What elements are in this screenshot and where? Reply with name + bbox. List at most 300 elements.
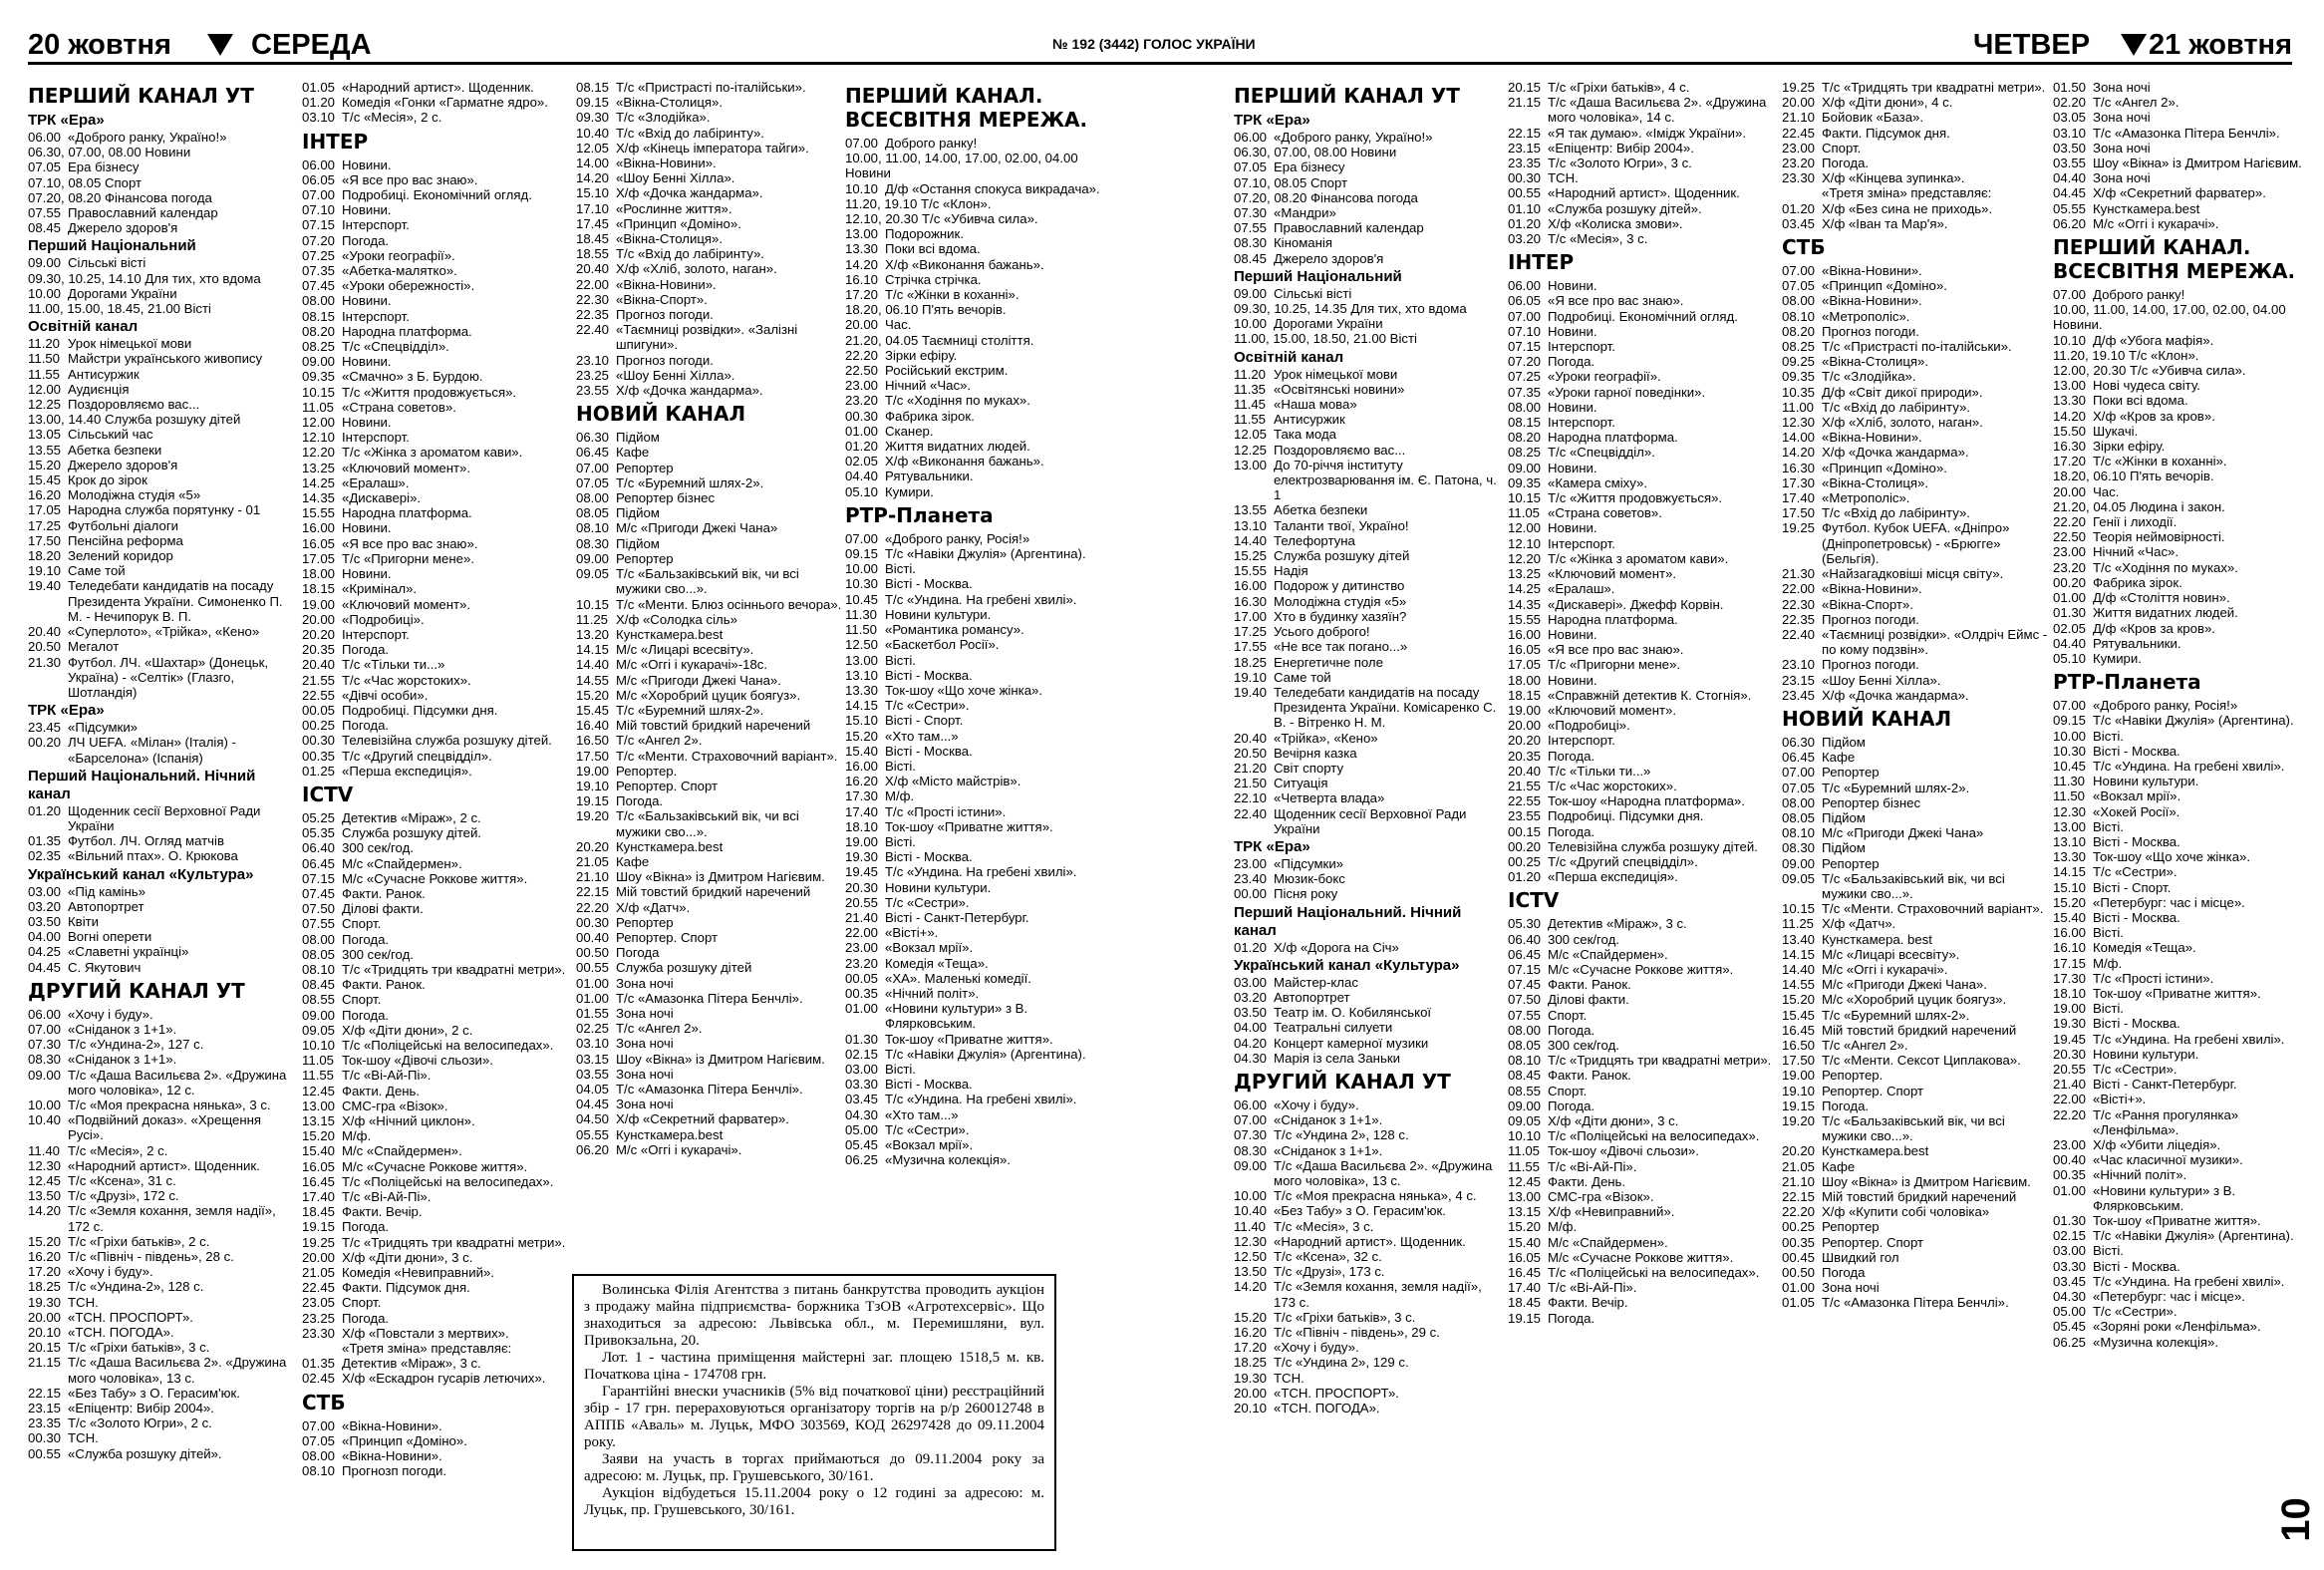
program-title: Таланти твої, Україно! xyxy=(1274,517,1409,533)
schedule-row xyxy=(302,187,569,202)
time-label: 17.20 xyxy=(2053,454,2087,470)
program-title: Вісті - Москва. xyxy=(885,743,973,759)
channel-heading: РТР-Планета xyxy=(2053,670,2201,695)
time-label: 06.30, 07.00, 08.00 Новини xyxy=(28,145,191,160)
schedule-row xyxy=(302,1463,569,1478)
program-title: «Освітянські новини» xyxy=(1274,381,1405,397)
channel-heading: ICTV xyxy=(302,782,354,806)
program-title: Вісті. xyxy=(2093,925,2124,941)
program-title: Т/с «Злодійка». xyxy=(1822,369,1916,385)
time-label: 11.50 xyxy=(28,351,61,367)
time-label: 12.25 xyxy=(1234,442,1268,458)
schedule-row xyxy=(1234,594,1501,609)
program-title: «Вікна-Столиця». xyxy=(1822,474,1929,490)
program-title: Служба розшуку дітей. xyxy=(342,825,481,841)
schedule-row xyxy=(1508,597,1775,612)
schedule-row xyxy=(302,233,569,248)
schedule-row xyxy=(576,216,843,231)
program-title: Т/с «Ві-Ай-Пі». xyxy=(1548,1280,1637,1296)
time-label: 04.50 xyxy=(576,1111,610,1127)
time-label: 20.15 xyxy=(28,1340,62,1356)
schedule-row xyxy=(1234,578,1501,593)
time-label: 04.30 xyxy=(2053,1289,2087,1305)
time-label: 12.00 xyxy=(1508,520,1542,536)
program-title: Мій товстий бридкий наречений xyxy=(1822,1189,2017,1205)
time-label: 08.05 xyxy=(1782,809,1816,825)
schedule-row xyxy=(576,170,843,185)
time-label: 23.00 xyxy=(845,378,879,394)
schedule-row xyxy=(845,333,1112,348)
program-title: Новини культури. xyxy=(885,606,992,622)
schedule-row xyxy=(576,688,843,703)
time-label: 22.50 xyxy=(845,363,879,379)
schedule-row xyxy=(1508,932,1775,947)
program-title: Т/с «Месія», 3 с. xyxy=(1274,1218,1374,1234)
time-label: 03.30 xyxy=(2053,1258,2087,1274)
time-label: 16.40 xyxy=(576,718,610,734)
time-label: 07.05 xyxy=(1782,780,1816,795)
time-label: 09.00 xyxy=(1234,285,1268,301)
program-title: Т/с «Амазонка Пітера Бенчлі». xyxy=(1822,1295,2009,1311)
schedule-row xyxy=(1782,339,2049,354)
schedule-row xyxy=(576,733,843,748)
schedule-row xyxy=(2053,804,2320,819)
program-title: Погода xyxy=(616,945,660,961)
time-label: 10.15 xyxy=(1782,901,1816,917)
schedule-row xyxy=(845,272,1112,287)
schedule-row xyxy=(576,657,843,672)
schedule-row xyxy=(1234,190,1501,205)
time-label: 12.05 xyxy=(1234,427,1268,443)
time-label: 16.30 xyxy=(2053,439,2087,455)
triangle-down-icon xyxy=(207,34,233,56)
program-title: «Вокзал мрії». xyxy=(2093,788,2181,804)
program-title: 300 сек/год. xyxy=(1548,931,1619,947)
program-title: Нічний «Час». xyxy=(2093,544,2179,560)
program-title xyxy=(1059,302,1112,317)
time-label: 00.20 xyxy=(1508,838,1542,854)
program-title: Вісті - Москва. xyxy=(2093,833,2180,849)
schedule-row xyxy=(2053,141,2320,156)
schedule-row xyxy=(1234,1051,1501,1066)
schedule-row xyxy=(1508,824,1775,839)
schedule-row xyxy=(845,819,1112,834)
schedule-row xyxy=(576,95,843,110)
time-label: 00.40 xyxy=(2053,1152,2087,1168)
time-label: 01.30 xyxy=(2053,605,2087,621)
schedule-row xyxy=(302,202,569,217)
schedule-row xyxy=(1508,126,1775,141)
schedule-row xyxy=(2053,971,2320,986)
channel-heading: СТБ xyxy=(302,1390,346,1414)
right-weekday: ЧЕТВЕР xyxy=(1973,29,2091,61)
program-title: Факти. Підсумок дня. xyxy=(342,1280,470,1296)
time-label: 14.20 xyxy=(576,170,610,186)
schedule-row xyxy=(1508,992,1775,1007)
time-label: 20.10 xyxy=(1234,1401,1268,1416)
time-label: 07.00 xyxy=(845,136,879,151)
schedule-row xyxy=(302,932,569,947)
time-label: 16.20 xyxy=(28,1249,62,1264)
time-label: 15.55 xyxy=(302,505,336,521)
program-title: «Новини культури» з В. Флярковським. xyxy=(885,1001,1028,1032)
time-label: 14.40 xyxy=(576,657,610,673)
time-label: 10.00 xyxy=(28,1097,62,1112)
schedule-row xyxy=(2053,1032,2320,1047)
program-title: Інтерспорт. xyxy=(1548,535,1615,551)
program-title: Пісня року xyxy=(1274,886,1338,902)
program-title: Т/с «Месія», 2 с. xyxy=(68,1142,168,1158)
time-label: 00.55 xyxy=(576,960,610,976)
schedule-row xyxy=(302,1023,569,1038)
time-label: 01.20 xyxy=(302,95,336,111)
time-label: 21.15 xyxy=(28,1355,62,1371)
program-title: «Третя зміна» представляє: xyxy=(342,1341,512,1357)
time-label: 04.30 xyxy=(1234,1050,1268,1066)
time-label: 08.10 xyxy=(302,1463,336,1479)
schedule-row xyxy=(302,278,569,293)
schedule-row xyxy=(1234,518,1501,533)
schedule-row xyxy=(576,839,843,854)
program-title: Т/с «Вхід до лабіринту». xyxy=(1822,505,1970,521)
schedule-row xyxy=(1782,126,2049,141)
schedule-row xyxy=(28,220,295,235)
program-title: Автопортрет xyxy=(68,898,145,914)
time-label: 13.30 xyxy=(2053,393,2087,409)
notice-paragraph: Лот. 1 - частина приміщення майстерні заг. площею 1518,5 м. кв. Початкова ціна - 174708 грн. xyxy=(584,1350,1044,1383)
auction-notice xyxy=(572,1274,1056,1551)
schedule-row xyxy=(302,490,569,505)
schedule-row xyxy=(1782,962,2049,977)
program-title: Народна платформа. xyxy=(1548,611,1678,627)
time-label: 22.35 xyxy=(576,307,610,323)
program-title: «Принцип «Доміно». xyxy=(342,1432,467,1448)
time-label: 01.00 xyxy=(2053,1182,2087,1198)
schedule-row xyxy=(1508,793,1775,808)
program-title: Ситуація xyxy=(1274,776,1328,791)
program-title: Спорт. xyxy=(1548,1083,1588,1099)
schedule-row xyxy=(1508,1265,1775,1280)
program-title: «Таємниці розвідки». «Залізні шпигуни». xyxy=(616,322,798,353)
time-label: 04.40 xyxy=(845,469,879,484)
program-title: «Смачно» з Б. Бурдою. xyxy=(342,369,483,385)
schedule-row xyxy=(28,899,295,914)
program-title: Зона ночі xyxy=(2093,170,2151,186)
schedule-row xyxy=(302,566,569,581)
time-label: 20.00 xyxy=(302,1249,336,1265)
program-title: Вісті - Москва. xyxy=(2093,909,2180,925)
schedule-row xyxy=(28,382,295,397)
schedule-row xyxy=(1234,563,1501,578)
program-title: Інтерспорт. xyxy=(342,308,410,324)
time-label: 09.05 xyxy=(1508,1113,1542,1128)
schedule-row xyxy=(1782,1295,2049,1310)
schedule-row xyxy=(576,991,843,1006)
schedule-row xyxy=(1234,1158,1501,1188)
program-title: Кафе xyxy=(616,853,650,869)
time-label: 08.30 xyxy=(1782,840,1816,856)
program-title: Ток-шоу «Приватне життя». xyxy=(2093,1213,2261,1229)
program-title: М/ф. xyxy=(1548,1219,1578,1235)
program-title: «ТСН. ПРОСПОРТ». xyxy=(1274,1385,1399,1401)
program-title: Т/с «Ксена», 32 с. xyxy=(1274,1249,1382,1264)
program-title: Погода. xyxy=(342,1219,390,1235)
time-label: 10.40 xyxy=(576,125,610,141)
time-label: 08.10 xyxy=(1508,1053,1542,1069)
time-label: 04.45 xyxy=(28,959,62,975)
program-title: «ТСН. ПОГОДА». xyxy=(1274,1401,1380,1416)
program-title: Факти. Ранок. xyxy=(342,885,426,901)
program-title: Т/с «Сестри». xyxy=(885,894,970,910)
schedule-row xyxy=(302,430,569,445)
program-title: «Справжній детектив К. Стогнія». xyxy=(1548,687,1752,703)
time-label: 17.10 xyxy=(576,200,610,216)
time-label: 12.10, 20.30 Т/с «Убивча сила». xyxy=(845,211,1038,227)
program-title: Т/с «Бальзаківський вік, чи всі мужики сво...». xyxy=(616,808,799,839)
time-label: 02.25 xyxy=(576,1021,610,1037)
schedule-row xyxy=(302,962,569,977)
program-title: Майстри українського живопису xyxy=(68,351,263,367)
schedule-row xyxy=(845,971,1112,986)
time-label: 15.25 xyxy=(1234,548,1268,564)
time-label: 08.20 xyxy=(302,323,336,339)
time-label: 18.45 xyxy=(302,1204,336,1220)
schedule-row xyxy=(2053,880,2320,895)
program-title: Мій товстий бридкий наречений xyxy=(616,718,811,734)
program-title: Фабрика зірок. xyxy=(2093,574,2182,590)
schedule-row xyxy=(302,1219,569,1234)
time-label: 19.20 xyxy=(576,808,610,824)
schedule-row xyxy=(576,307,843,322)
time-label: 07.00 xyxy=(302,1417,336,1433)
program-title: Новини культури. xyxy=(2093,1046,2199,1062)
schedule-row xyxy=(1782,1068,2049,1083)
time-label: 22.45 xyxy=(302,1280,336,1296)
time-label: 22.00 xyxy=(1782,581,1816,597)
time-label: 23.00 xyxy=(1234,855,1268,871)
schedule-row xyxy=(1234,1020,1501,1035)
schedule-row xyxy=(28,301,295,316)
time-label: 12.00 xyxy=(302,415,336,431)
schedule-row xyxy=(845,759,1112,774)
time-label: 23.30 xyxy=(302,1325,336,1341)
schedule-row xyxy=(302,764,569,779)
program-title: «Таємниці розвідки». «Олдріч Еймс - по кому подзвін». xyxy=(1822,626,2048,658)
time-label: 06.00 xyxy=(1234,130,1268,145)
program-title: Джерело здоров'я xyxy=(1274,250,1384,266)
schedule-row xyxy=(28,1310,295,1325)
time-label: 16.20 xyxy=(28,487,62,503)
schedule-row xyxy=(2053,529,2320,544)
schedule-row xyxy=(1782,581,2049,596)
program-title: Вісті - Санкт-Петербург. xyxy=(2093,1077,2237,1093)
program-title: Кіноманія xyxy=(1274,235,1332,251)
schedule-row xyxy=(1782,520,2049,566)
schedule-row xyxy=(302,1159,569,1174)
program-title: Вісті - Москва. xyxy=(2093,743,2180,759)
time-label: 09.00 xyxy=(1508,460,1542,475)
time-label: 22.45 xyxy=(1782,125,1816,141)
program-title: Театр ім. О. Кобилянської xyxy=(1274,1005,1432,1021)
program-title: Доброго ранку! xyxy=(2093,287,2185,303)
schedule-row xyxy=(1508,703,1775,718)
time-label: 12.45 xyxy=(28,1172,62,1188)
program-title: Х/ф «Без сина не приходь». xyxy=(1822,200,1993,216)
program-title: Т/с «Навіки Джулія» (Аргентина). xyxy=(885,546,1086,562)
schedule-row xyxy=(845,317,1112,332)
program-title: Д/ф «Кров за кров». xyxy=(2093,620,2215,636)
program-title: ТСН. xyxy=(68,1294,99,1310)
schedule-row xyxy=(1782,627,2049,657)
schedule-row xyxy=(302,627,569,642)
program-title: М/с «Спайдермен». xyxy=(342,855,462,871)
time-label: 23.20 xyxy=(845,393,879,409)
program-title: Ток-шоу «Народна платформа». xyxy=(1548,793,1745,809)
schedule-row xyxy=(1782,947,2049,962)
schedule-column xyxy=(28,80,295,1555)
schedule-row xyxy=(845,622,1112,637)
time-label: 10.10 xyxy=(2053,332,2087,348)
time-label: 02.05 xyxy=(845,454,879,470)
time-label: 09.00 xyxy=(576,550,610,566)
time-label: 10.00, 11.00, 14.00, 17.00, 02.00, 04.00 Новини. xyxy=(2053,302,2286,333)
program-title: Т/с «Другий спецвідділ». xyxy=(342,748,492,764)
schedule-row xyxy=(576,520,843,535)
program-title: Новини. xyxy=(1548,520,1598,536)
program-title: Т/с «Ангел 2». xyxy=(616,1021,703,1037)
schedule-row xyxy=(28,190,295,205)
time-label: 12.10 xyxy=(302,430,336,446)
program-title: Шоу «Вікна» із Дмитром Нагієвим. xyxy=(616,1051,825,1067)
schedule-row xyxy=(2053,864,2320,879)
schedule-row xyxy=(845,1107,1112,1122)
schedule-row xyxy=(1234,397,1501,412)
schedule-row xyxy=(28,848,295,863)
program-title: Підйом xyxy=(616,430,660,446)
schedule-row xyxy=(1234,746,1501,761)
program-title: Новини. xyxy=(1548,672,1598,688)
time-label: 16.20 xyxy=(845,774,879,789)
schedule-row xyxy=(1508,490,1775,505)
program-title: Телевізійна служба розшуку дітей. xyxy=(342,733,552,749)
schedule-row xyxy=(845,986,1112,1001)
schedule-row xyxy=(845,713,1112,728)
time-label: 20.50 xyxy=(28,639,62,655)
schedule-row xyxy=(576,1127,843,1142)
schedule-row xyxy=(1782,293,2049,308)
schedule-row xyxy=(2053,651,2320,666)
schedule-row xyxy=(1508,156,1775,170)
program-title: Т/с «Месія», 2 с. xyxy=(342,110,442,126)
schedule-row xyxy=(302,977,569,992)
schedule-row xyxy=(1782,1113,2049,1143)
time-label: 19.10 xyxy=(1782,1083,1816,1099)
program-title: Ток-шоу «Приватне життя». xyxy=(2093,985,2261,1001)
schedule-row xyxy=(1508,415,1775,430)
program-title: Час. xyxy=(2093,483,2120,499)
time-label: 08.15 xyxy=(1508,415,1542,431)
schedule-row xyxy=(1508,581,1775,596)
schedule-row xyxy=(2053,1167,2320,1182)
page-header xyxy=(28,28,2292,65)
program-title: Д/ф «Століття новин». xyxy=(2093,590,2230,606)
time-label: 14.15 xyxy=(1782,946,1816,962)
program-title: Кунсткамера.best xyxy=(1822,1143,1929,1159)
program-title: Абетка безпеки xyxy=(68,442,162,458)
time-label: 01.00 xyxy=(576,990,610,1006)
time-label: 23.55 xyxy=(1508,808,1542,824)
program-title: Т/с «Життя продовжується». xyxy=(342,384,517,400)
schedule-row xyxy=(845,940,1112,955)
time-label: 18.15 xyxy=(302,581,336,597)
schedule-row xyxy=(2053,940,2320,955)
program-title xyxy=(243,145,295,159)
program-title: Стрічка стрічка. xyxy=(885,271,982,287)
time-label: 12.20 xyxy=(302,445,336,461)
schedule-row xyxy=(2053,590,2320,605)
schedule-row xyxy=(1234,1401,1501,1415)
schedule-row xyxy=(1508,854,1775,869)
program-title: Вісті. xyxy=(885,652,916,668)
schedule-row xyxy=(28,960,295,975)
program-title: Т/с «Бальзаківський вік, чи всі мужики сво...». xyxy=(1822,870,2005,901)
time-label: 06.20 xyxy=(576,1141,610,1157)
program-title: «Найзагадковіші місця світу». xyxy=(1822,566,2004,582)
program-title: Х/ф «Кінець імператора тайги». xyxy=(616,140,809,156)
schedule-row xyxy=(1508,216,1775,231)
time-label xyxy=(302,1341,342,1356)
program-title: «Сніданок з 1+1». xyxy=(1274,1142,1383,1158)
time-label: 23.15 xyxy=(1782,672,1816,688)
schedule-row xyxy=(576,1052,843,1067)
program-title: «Підсумки» xyxy=(68,720,139,736)
program-title: Т/с «Золото Югри», 2 с. xyxy=(68,1415,212,1431)
time-label: 18.10 xyxy=(2053,985,2087,1001)
schedule-row xyxy=(576,854,843,869)
program-title: Х/ф «Діти дюни», 3 с. xyxy=(1548,1113,1679,1128)
program-title: Т/с «Пригорни мене». xyxy=(1548,657,1681,673)
program-title: Спорт. xyxy=(342,1295,382,1311)
time-label: 07.20, 08.20 Фінансова погода xyxy=(28,189,212,205)
program-title: Погода. xyxy=(342,232,390,248)
program-title: Т/с «Сестри». xyxy=(2093,864,2178,880)
time-label: 06.40 xyxy=(1508,931,1542,947)
program-title: Служба розшуку дітей xyxy=(616,960,752,976)
program-title: Новини. xyxy=(342,157,392,172)
schedule-row xyxy=(302,612,569,627)
schedule-row xyxy=(1234,412,1501,427)
time-label: 15.10 xyxy=(576,185,610,201)
schedule-row xyxy=(1508,520,1775,535)
time-label: 00.30 xyxy=(28,1430,62,1446)
schedule-row xyxy=(1782,1008,2049,1023)
program-title: Ділові факти. xyxy=(1548,992,1629,1008)
time-label: 16.05 xyxy=(1508,642,1542,658)
program-title: Т/с «Спецвідділ». xyxy=(342,339,449,355)
time-label: 01.20 xyxy=(1508,869,1542,885)
schedule-row xyxy=(1234,1112,1501,1127)
program-title: Зона ночі xyxy=(616,975,674,991)
program-title: Х/ф «Солодка сіль» xyxy=(616,611,737,627)
schedule-row xyxy=(28,1158,295,1173)
time-label: 08.10 xyxy=(1782,825,1816,841)
schedule-column xyxy=(1234,80,1501,1555)
time-label: 07.00 xyxy=(576,460,610,475)
time-label: 14.20 xyxy=(2053,408,2087,424)
program-title: Мегалот xyxy=(68,639,120,655)
program-title: Життя видатних людей. xyxy=(2093,605,2238,621)
schedule-row xyxy=(576,1111,843,1126)
